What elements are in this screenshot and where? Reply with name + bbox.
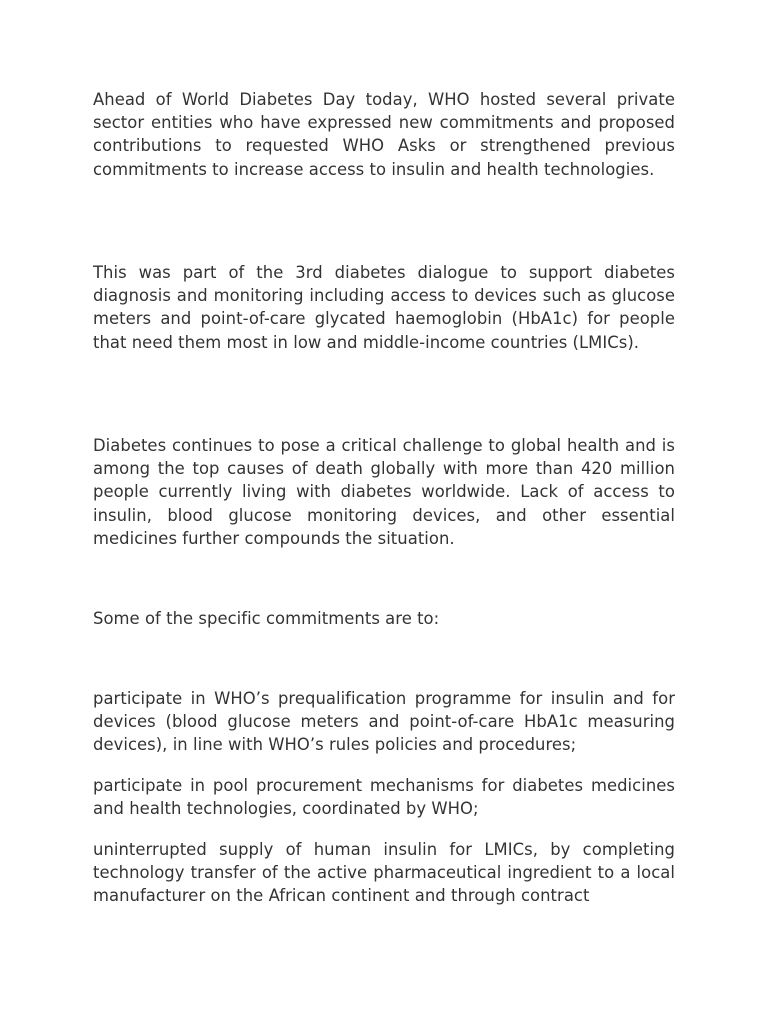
paragraph-world-diabetes-day: Ahead of World Diabetes Day today, WHO hosted several private sector entities who have expressed new commitments and proposed contributions to requested WHO Asks or strengthened previous commitments to increase access to insulin and health technologies. (93, 90, 675, 179)
paragraph-global-health-challenge: Diabetes continues to pose a critical challenge to global health and is among the top causes of death globally with more than 420 million people currently living with diabetes worldwide. Lack of access to insulin, blood glucose monitoring devices, and other essential medicines further compounds the situation. (93, 436, 675, 548)
paragraph-diabetes-dialogue: This was part of the 3rd diabetes dialogue to support diabetes diagnosis and monitoring including access to devices such as glucose meters and point-of-care glycated haemoglobin (HbA1c) for people that need them most in low and middle-income countries (LMICs). (93, 263, 675, 352)
commitment-prequalification: participate in WHO’s prequalification programme for insulin and for devices (blood glucose meters and point-of-care HbA1c measuring devices), in line with WHO’s rules policies and procedures; (93, 689, 675, 755)
paragraph-commitments-intro: Some of the specific commitments are to: (93, 609, 440, 628)
commitment-insulin-supply: uninterrupted supply of human insulin for LMICs, by completing technology transfer of the active pharmaceutical ingredient to a local manufacturer on the African continent and through contract (93, 840, 675, 906)
commitment-pool-procurement: participate in pool procurement mechanisms for diabetes medicines and health technologies, coordinated by WHO; (93, 776, 675, 819)
